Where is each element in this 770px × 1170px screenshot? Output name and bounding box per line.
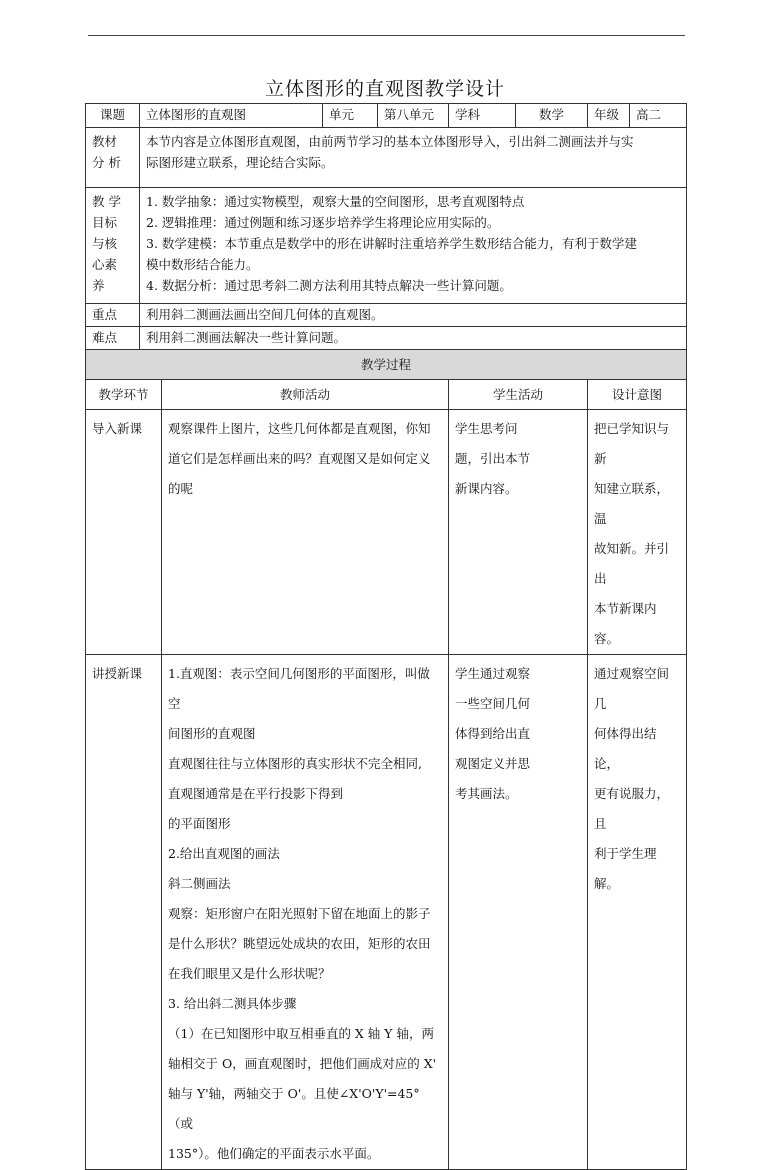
- analysis-text: [140, 128, 687, 188]
- literacy-text: [140, 188, 687, 304]
- analysis-line: 际图形建立联系，理论结合实际。: [146, 155, 334, 170]
- literacy-label-line: 养: [92, 278, 105, 293]
- design-intent-cell: [588, 655, 687, 1170]
- process-heading-row: [86, 350, 687, 380]
- unit-label: 单元: [323, 104, 378, 128]
- column-header-intent: 设计意图: [588, 380, 687, 410]
- analysis-line: 本节内容是立体图形直观图，由前两节学习的基本立体图形导入，引出斜二测画法并与实: [146, 134, 634, 149]
- teacher-line: 在我们眼里又是什么形状呢？: [168, 966, 331, 981]
- literacy-label-line: 心素: [92, 257, 118, 272]
- intent-line: 本节新课内容。: [594, 601, 657, 646]
- literacy-line: 2. 逻辑推理：通过例题和练习逐步培养学生将理论应用实际的。: [146, 215, 500, 230]
- subject-label: 学科: [449, 104, 516, 128]
- student-line: 一些空间几何: [455, 696, 531, 711]
- literacy-label-line: 与核: [92, 236, 118, 251]
- column-header-teacher: 教师活动: [162, 380, 449, 410]
- analysis-label-line: 教材: [92, 134, 118, 149]
- literacy-line: 3. 数学建模：本节重点是数学中的形在讲解时注重培养学生数形结合能力，有利于数学建: [146, 236, 637, 251]
- analysis-label: [86, 128, 140, 188]
- difficulty-row: [86, 327, 687, 350]
- teacher-line: 135°）。他们确定的平面表示水平面。: [168, 1146, 380, 1161]
- student-line: 新课内容。: [455, 481, 518, 496]
- stage-cell: 讲授新课: [86, 655, 162, 1170]
- teacher-activity-cell: [162, 655, 449, 1170]
- literacy-label-line: 教 学: [92, 194, 121, 209]
- student-line: 学生思考问: [455, 421, 518, 436]
- intent-line: 何体得出结论，: [594, 726, 657, 771]
- intent-line: 知建立联系，温: [594, 481, 670, 526]
- teacher-line: 斜二侧画法: [168, 876, 231, 891]
- literacy-line: 1. 数学抽象：通过实物模型，观察大量的空间图形，思考直观图特点: [146, 194, 525, 209]
- intent-line: 故知新。并引出: [594, 541, 670, 586]
- teacher-line: 观察：矩形窗户在阳光照射下留在地面上的影子: [168, 906, 431, 921]
- subject-value: 数学: [516, 104, 588, 128]
- literacy-row: [86, 188, 687, 304]
- teacher-line: 的平面图形: [168, 816, 231, 831]
- difficulty-label: 难点: [86, 327, 140, 350]
- process-columns-row: [86, 380, 687, 410]
- analysis-row: [86, 128, 687, 188]
- teacher-line: 直观图往往与立体图形的真实形状不完全相同,: [168, 756, 422, 771]
- document-title: 立体图形的直观图教学设计: [264, 78, 505, 100]
- lesson-plan-table: [85, 103, 687, 1170]
- process-row-teaching: [86, 655, 687, 1170]
- teacher-line: （1）在已知图形中取互相垂直的 X 轴 Y 轴，两: [168, 1026, 434, 1041]
- literacy-line: 模中数形结合能力。: [146, 257, 259, 272]
- teacher-line: 间图形的直观图: [168, 726, 256, 741]
- topic-value: 立体图形的直观图: [140, 104, 323, 128]
- teacher-line: 轴与 Y'轴，两轴交于 O'。且使∠X'O'Y'=45° （或: [168, 1086, 420, 1131]
- intent-line: 利于学生理解。: [594, 846, 657, 891]
- student-line: 观图定义并思: [455, 756, 531, 771]
- topic-label: 课题: [86, 104, 140, 128]
- teacher-line: 轴相交于 O，画直观图时，把他们画成对应的 X': [168, 1056, 437, 1071]
- student-activity-cell: [449, 655, 588, 1170]
- unit-value: 第八单元: [378, 104, 449, 128]
- student-line: 体得到给出直: [455, 726, 531, 741]
- stage-cell: 导入新课: [86, 410, 162, 655]
- student-activity-cell: [449, 410, 588, 655]
- teacher-line: 的呢: [168, 481, 194, 496]
- key-point-row: [86, 304, 687, 327]
- process-row-intro: [86, 410, 687, 655]
- key-point-text: 利用斜二测画法画出空间几何体的直观图。: [140, 304, 687, 327]
- teacher-line: 2.给出直观图的画法: [168, 846, 280, 861]
- intent-line: 把已学知识与新: [594, 421, 670, 466]
- design-intent-cell: [588, 410, 687, 655]
- teacher-line: 1.直观图：表示空间几何图形的平面图形，叫做空: [168, 666, 430, 711]
- teacher-line: 是什么形状？眺望远处成块的农田，矩形的农田: [168, 936, 431, 951]
- student-line: 题，引出本节: [455, 451, 531, 466]
- teacher-line: 直观图通常是在平行投影下得到: [168, 786, 344, 801]
- teacher-activity-cell: [162, 410, 449, 655]
- column-header-student: 学生活动: [449, 380, 588, 410]
- column-header-stage: 教学环节: [86, 380, 162, 410]
- intent-line: 通过观察空间几: [594, 666, 670, 711]
- teacher-line: 道它们是怎样画出来的吗？直观图又是如何定义: [168, 451, 431, 466]
- student-line: 学生通过观察: [455, 666, 531, 681]
- literacy-line: 4. 数据分析：通过思考斜二测方法利用其特点解决一些计算问题。: [146, 278, 512, 293]
- literacy-label-line: 目标: [92, 215, 118, 230]
- grade-value: 高二: [630, 104, 687, 128]
- info-row: [86, 104, 687, 128]
- difficulty-text: 利用斜二测画法解决一些计算问题。: [140, 327, 687, 350]
- teacher-line: 观察课件上图片，这些几何体都是直观图，你知: [168, 421, 431, 436]
- grade-label: 年级: [588, 104, 630, 128]
- process-heading: 教学过程: [86, 350, 687, 380]
- key-point-label: 重点: [86, 304, 140, 327]
- student-line: 考其画法。: [455, 786, 518, 801]
- literacy-label: [86, 188, 140, 304]
- header-rule: [88, 35, 685, 36]
- analysis-label-line: 分 析: [92, 155, 121, 170]
- intent-line: 更有说服力，且: [594, 786, 670, 831]
- teacher-line: 3. 给出斜二测具体步骤: [168, 996, 297, 1011]
